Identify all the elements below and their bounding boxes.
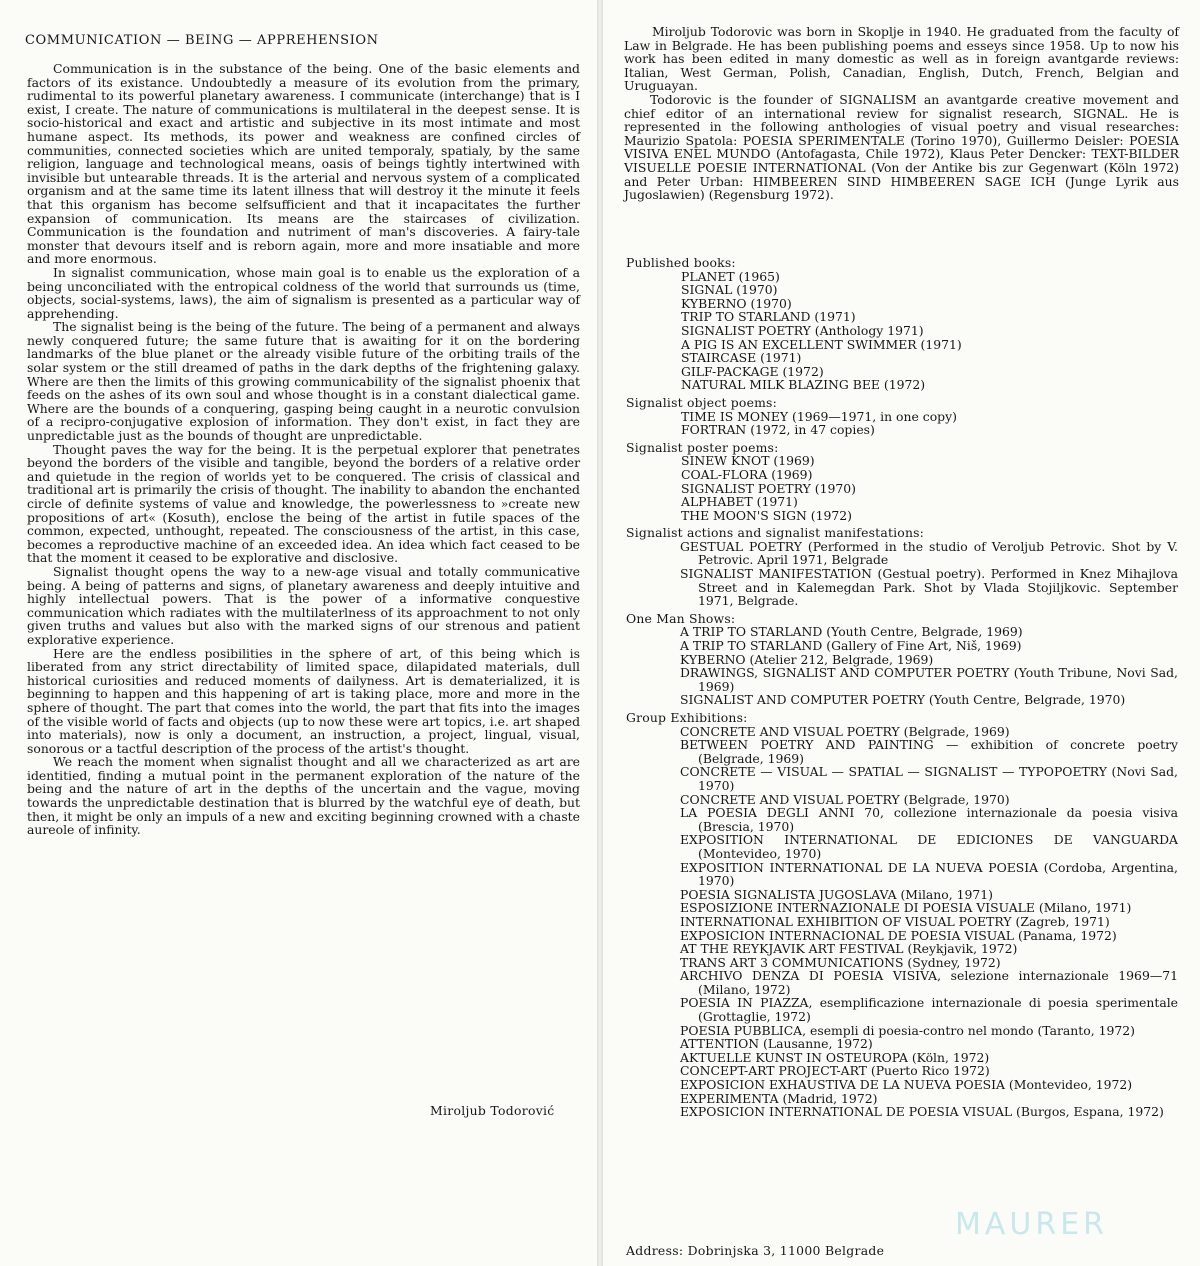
bibliography-section	[626, 711, 1178, 1119]
bibliography-section	[626, 526, 1178, 608]
author-bio	[624, 25, 1179, 202]
section-entry: GILF-PACKAGE (1972)	[681, 363, 824, 379]
section-entry: SIGNAL (1970)	[681, 282, 778, 298]
section-entry: SIGNALIST POETRY (Anthology 1971)	[681, 322, 924, 338]
bibliography-section	[626, 396, 1178, 437]
author-address: Address: Dobrinjska 3, 11000 Belgrade	[626, 1243, 885, 1258]
essay-body	[27, 62, 580, 837]
essay-paragraph: The signalist being is the being of the future. The being of a permanent and always newly conquered future; the same future that is awaiting for it on the bordering landmarks of the blue planet or the already visible future of the orbiting trails of the solar system or the still dreamed of paths in the dark depths of the frightening galaxy. Where are then the limits of this growing communicability of the signalist phoenix that feeds on the ashes of its own soul and whose thought is in a constant dialectical game. Where are the bounds of a conquering, gasping being caught in a neurotic convulsion of a recipro-conjugative explosion of information. They don't exist, in fact they are unpredictable just as the bounds of thought are unpredictable.	[27, 319, 580, 444]
section-entry: TRANS ART 3 COMMUNICATIONS (Sydney, 1972)	[680, 954, 1001, 970]
essay-paragraph: Here are the endless posibilities in the sphere of art, of this being which is liberated from any strict directability of limited space, dilapidated materials, dull historical curiosities and reduced moments of dailyness. Art is dematerialized, it is beginning to happen and this happening of art is taking place, more and more in the sphere of thought. The part that comes into the world, the part that fits into the images of the visible world of facts and objects (up to now these were art topics, i.e. art shaped into materials), now is only a document, an instruction, a project, lingual, visual, sonorous or a tactful description of the process of the artist's thought.	[27, 645, 580, 756]
section-entry: EXPOSITION INTERNATIONAL DE LA NUEVA POESIA (Cordoba, Argentina, 1970)	[680, 859, 1178, 889]
left-page	[0, 0, 597, 1266]
section-heading: Signalist object poems:	[626, 394, 777, 410]
section-entry: EXPOSICION INTERNACIONAL DE POESIA VISUAL (Panama, 1972)	[680, 927, 1117, 943]
section-entry: NATURAL MILK BLAZING BEE (1972)	[681, 377, 926, 393]
section-entry: SIGNALIST MANIFESTATION (Gestual poetry). Performed in Knez Mihajlova Street and in Kalemegdan Park. Shot by Vlada Stojiljkovic. September 1971, Belgrade.	[680, 566, 1178, 609]
essay-paragraph: Signalist thought opens the way to a new-age visual and totally communicative being. A being of patterns and signs, of planetary awareness and deeply intuitive and highly intellectual powers. That is the power of a informative conquestive communication which radiates with the multilaterlness of its approachment to not only given truths and values but also with the marked signs of our strenous and patient explorative experience.	[27, 563, 580, 647]
bio-paragraph: Miroljub Todorovic was born in Skoplje in 1940. He graduated from the faculty of Law in Belgrade. He has been publishing poems and esseys since 1958. Up to now his work has been edited in many domestic as well as in foreign avantgarde reviews: Italian, West German, Polish, Canadian, English, Dutch, French, Belgian and Uruguayan.	[624, 24, 1179, 94]
section-entry: AKTUELLE KUNST IN OSTEUROPA (Köln, 1972)	[680, 1049, 990, 1065]
section-entry: ESPOSIZIONE INTERNAZIONALE DI POESIA VISUALE (Milano, 1971)	[680, 900, 1132, 916]
section-entry: CONCRETE AND VISUAL POETRY (Belgrade, 1970)	[680, 791, 1010, 807]
section-entry: EXPOSITION INTERNATIONAL DE EDICIONES DE VANGUARDA (Montevideo, 1970)	[680, 832, 1178, 861]
section-heading: One Man Shows:	[626, 610, 736, 626]
section-entry: EXPOSICION INTERNATIONAL DE POESIA VISUAL (Burgos, Espana, 1972)	[680, 1104, 1164, 1120]
section-entry: ATTENTION (Lausanne, 1972)	[680, 1036, 873, 1052]
bibliography-sections	[626, 256, 1178, 1123]
section-entry: SIGNALIST AND COMPUTER POETRY (Youth Centre, Belgrade, 1970)	[680, 692, 1126, 708]
library-stamp: MAURER	[955, 1207, 1109, 1242]
section-heading: Published books:	[626, 255, 736, 270]
section-entry: CONCRETE — VISUAL — SPATIAL — SIGNALIST — TYPOPOETRY (Novi Sad, 1970)	[680, 764, 1178, 793]
bibliography-section	[626, 256, 1178, 392]
essay-paragraph: In signalist communication, whose main goal is to enable us the exploration of a being unconciliated with the entropical coldness of the world that surrounds us (time, objects, social-systems, laws), the aim of signalism is presented as a particular way of apprehending.	[27, 264, 580, 321]
essay-paragraph: Communication is in the substance of the being. One of the basic elements and factors of its existance. Undoubtedly a measure of its evolution from the primary, rudimental to its powerful planetary awareness. I communicate (interchange) that is I exist, I create. The nature of communications is multilateral in the deepest sense. It is socio-historical and exact and artistic and subjective in its most intimate and most humane aspect. Its methods, its power and weakness are confined circles of communities, connected societies which are united temporaly, spatialy, by the same religion, language and technological means, oasis of beings tightly intertwined with invisible but untearable threads. It is the arterial and nervous system of a complicated organism and at the same time its latent illness that will destroy it the minute it feels that this organism has become selfsufficient and that it incapacitates the further expansion of communication. Its means are the staircases of civilization. Communication is the foundation and nutriment of man's discoveries. A fairy-tale monster that devours itself and is reborn again, more and more insatiable and more and more enormous.	[27, 61, 580, 267]
section-entry: A PIG IS AN EXCELLENT SWIMMER (1971)	[681, 336, 962, 352]
section-entry: SINEW KNOT (1969)	[681, 453, 815, 469]
section-entry: TRIP TO STARLAND (1971)	[681, 309, 856, 325]
section-entry: INTERNATIONAL EXHIBITION OF VISUAL POETRY (Zagreb, 1971)	[680, 913, 1110, 929]
bibliography-section	[626, 441, 1178, 523]
essay-title: COMMUNICATION — BEING — APPREHENSION	[25, 33, 379, 48]
section-entry: ALPHABET (1971)	[681, 494, 798, 510]
section-entry: EXPOSICION EXHAUSTIVA DE LA NUEVA POESIA (Montevideo, 1972)	[680, 1077, 1133, 1093]
section-entry: A TRIP TO STARLAND (Gallery of Fine Art, Niš, 1969)	[680, 638, 1022, 654]
section-entry: AT THE REYKJAVIK ART FESTIVAL (Reykjavik, 1972)	[680, 941, 1018, 957]
author-signature: Miroljub Todorović	[430, 1103, 555, 1118]
section-entry: CONCRETE AND VISUAL POETRY (Belgrade, 1969)	[680, 723, 1010, 739]
section-entry: PLANET (1965)	[681, 268, 780, 284]
section-entry: THE MOON'S SIGN (1972)	[681, 507, 852, 523]
bio-paragraph: Todorovic is the founder of SIGNALISM an avantgarde creative movement and chief editor of an international review for signalist research, SIGNAL. He is represented in the following anthologies of visual poetry and visual researches: Maurizio Spatola: POESIA SPERIMENTALE (Torino 1970), Guillermo Deisler: POESIA VISIVA ENEL MUNDO (Antofagasta, Chile 1972), Klaus Peter Dencker: TEXT-BILDER VISUELLE POESIE INTERNATIONAL (Von der Antike bis zur Gegenwart (Köln 1972) and Peter Urban: HIMBEEREN SIND HIMBEEREN SAGE ICH (Junge Lyrik aus Jugoslawien) (Regensburg 1972).	[624, 91, 1179, 203]
section-entry: LA POESIA DEGLI ANNI 70, collezione internazionale da poesia visiva (Brescia, 1970)	[680, 805, 1178, 834]
section-entry: COAL-FLORA (1969)	[681, 466, 813, 482]
section-heading: Signalist poster poems:	[626, 439, 779, 455]
section-entry: GESTUAL POETRY (Performed in the studio of Veroljub Petrovic. Shot by V. Petrovic. April 1971, Belgrade	[680, 538, 1178, 568]
section-entry: POESIA IN PIAZZA, esemplificazione internazionale di poesia sperimentale (Grottaglie, 1972)	[680, 995, 1178, 1025]
essay-paragraph: Thought paves the way for the being. It is the perpetual explorer that penetrates beyond the borders of the visible and tangible, beyond the borders of a relative order and quietude in the region of worlds yet to be conquered. The crisis of classical and traditional art is primarily the crisis of thought. The inability to abandon the enchanted circle of definite systems of value and knowledge, the powerlessness to »create new propositions of art« (Kosuth), enclose the being of the artist in futile spaces of the common, expected, unthought, repeated. The consciousness of the artist, in this case, becomes a reproductive machine of an exceeded idea. An idea which fact ceased to be that the moment it ceased to be explorative and disclosive.	[27, 441, 580, 566]
section-entry: POESIA PUBBLICA, esempli di poesia-contro nel mondo (Taranto, 1972)	[680, 1022, 1135, 1038]
bibliography-section	[626, 612, 1178, 707]
section-entry: KYBERNO (Atelier 212, Belgrade, 1969)	[680, 651, 934, 667]
section-entry: FORTRAN (1972, in 47 copies)	[681, 422, 875, 438]
section-entry: POESIA SIGNALISTA JUGOSLAVA (Milano, 1971)	[680, 886, 993, 902]
section-entry: DRAWINGS, SIGNALIST AND COMPUTER POETRY (Youth Tribune, Novi Sad, 1969)	[680, 665, 1178, 694]
essay-paragraph: We reach the moment when signalist thought and all we characterized as art are identitied, finding a mutual point in the permanent exploration of the nature of the being and the nature of art in the depths of the uncertain and the vague, moving towards the unpredictable destination that is blurred by the watchful eye of death, but then, it might be only an impuls of a new and exciting beginning crowned with a chaste aureole of infinity.	[27, 754, 580, 838]
section-entry: SIGNALIST POETRY (1970)	[681, 480, 856, 496]
section-entry: STAIRCASE (1971)	[681, 350, 802, 366]
section-heading: Signalist actions and signalist manifestations:	[626, 525, 925, 541]
section-entry: TIME IS MONEY (1969—1971, in one copy)	[681, 408, 957, 424]
section-entry: ARCHIVO DENZA DI POESIA VISIVA, selezione internazionale 1969—71 (Milano, 1972)	[680, 968, 1178, 997]
section-entry: KYBERNO (1970)	[681, 295, 792, 311]
section-entry: BETWEEN POETRY AND PAINTING — exhibition of concrete poetry (Belgrade, 1969)	[680, 737, 1178, 766]
section-entry: CONCEPT-ART PROJECT-ART (Puerto Rico 1972)	[680, 1063, 990, 1079]
section-entry: EXPERIMENTA (Madrid, 1972)	[680, 1090, 878, 1106]
section-entry: A TRIP TO STARLAND (Youth Centre, Belgrade, 1969)	[680, 624, 1023, 640]
section-heading: Group Exhibitions:	[626, 710, 748, 725]
